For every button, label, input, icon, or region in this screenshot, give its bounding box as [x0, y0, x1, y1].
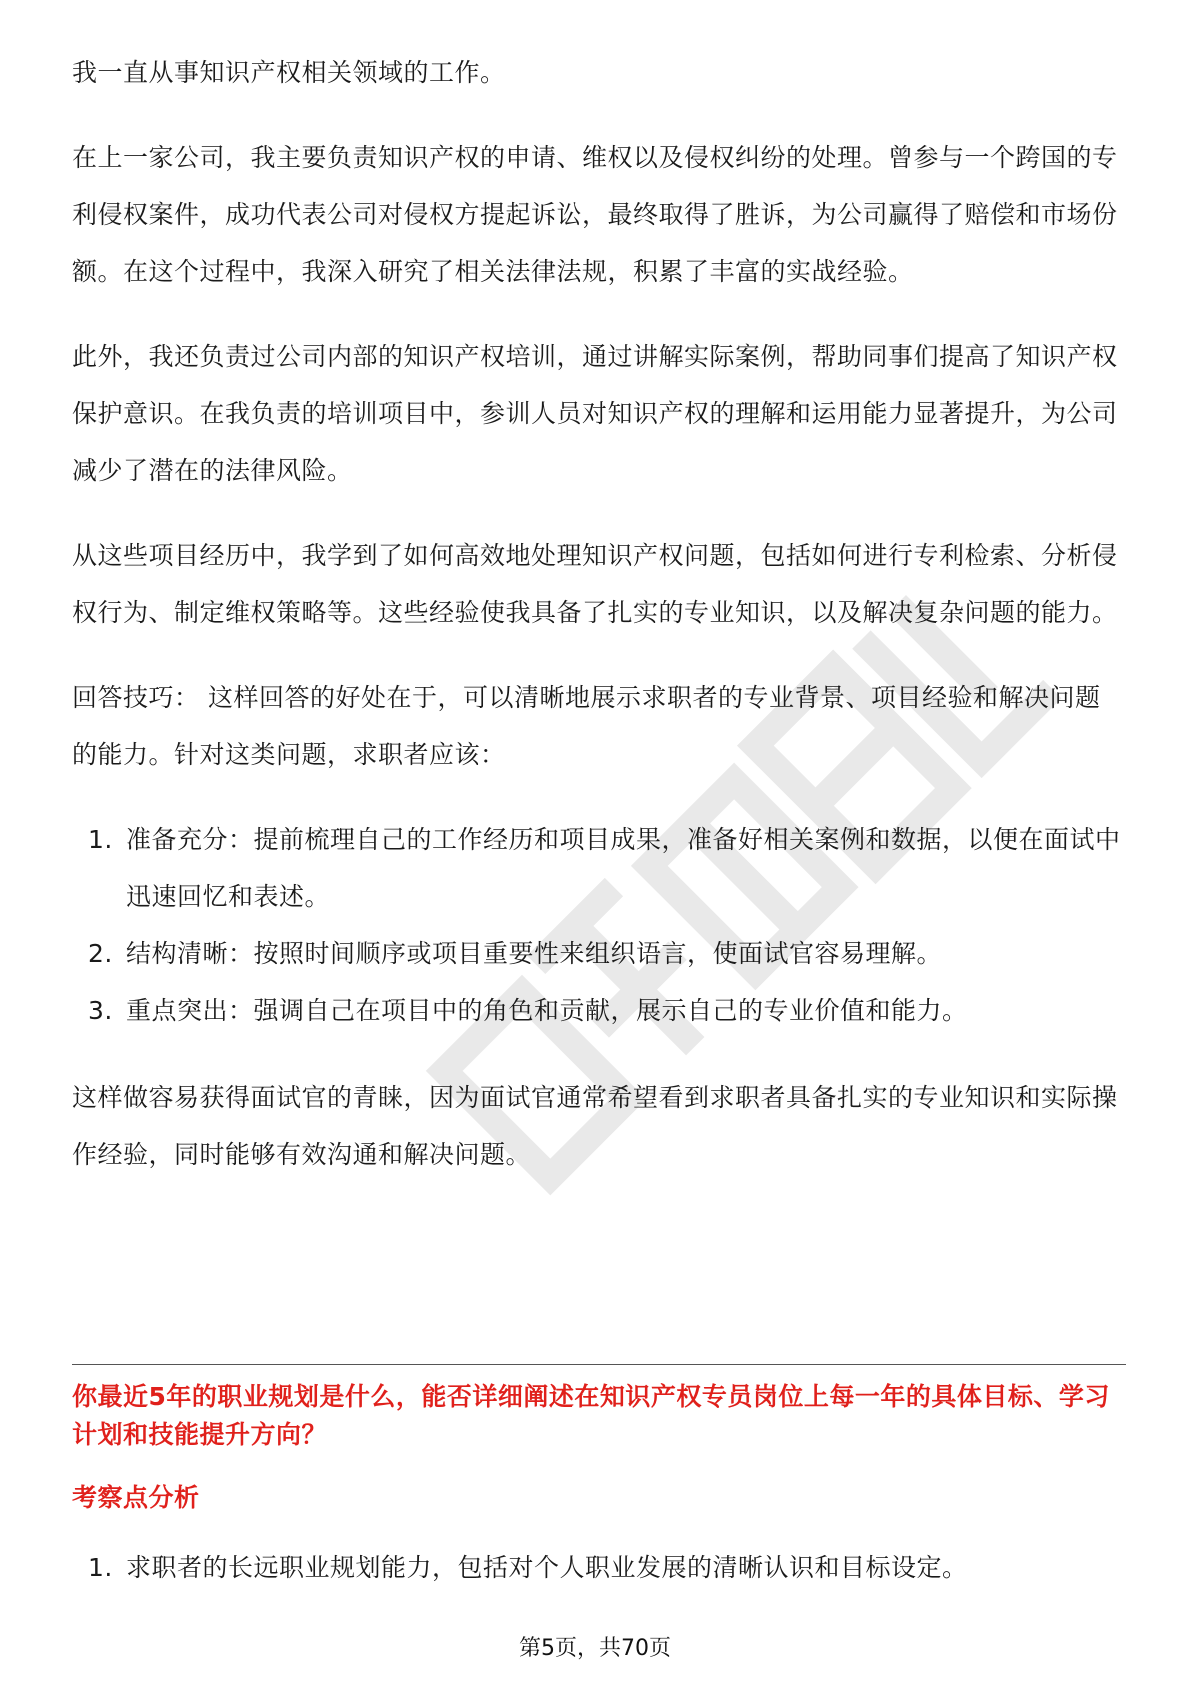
page-number: 第5页，共70页	[519, 1636, 671, 1661]
section-divider	[72, 1364, 1126, 1365]
list-number: 3.	[88, 996, 113, 1025]
list-item	[72, 925, 1122, 982]
list-number: 1.	[88, 1553, 113, 1582]
question-heading: 你最近5年的职业规划是什么，能否详细阐述在知识产权专员岗位上每一年的具体目标、学习计划和技能提升方向？	[72, 1382, 1110, 1449]
analysis-list	[72, 1548, 1122, 1588]
paragraph-intro: 我一直从事知识产权相关领域的工作。	[72, 58, 506, 87]
tips-list	[72, 811, 1122, 1039]
paragraph-answer-tips: 回答技巧： 这样回答的好处在于，可以清晰地展示求职者的专业背景、项目经验和解决问题的能力。针对这类问题，求职者应该：	[72, 683, 1101, 769]
paragraph-training: 此外，我还负责过公司内部的知识产权培训，通过讲解实际案例，帮助同事们提高了知识产权保护意识。在我负责的培训项目中，参训人员对知识产权的理解和运用能力显著提升，为公司减少了潜在的法律风险。	[72, 342, 1118, 485]
list-item	[72, 982, 1122, 1039]
list-item	[72, 811, 1122, 925]
list-text: 求职者的长远职业规划能力，包括对个人职业发展的清晰认识和目标设定。	[126, 1553, 968, 1582]
paragraph-lessons: 从这些项目经历中，我学到了如何高效地处理知识产权问题，包括如何进行专利检索、分析侵权行为、制定维权策略等。这些经验使我具备了扎实的专业知识，以及解决复杂问题的能力。	[72, 541, 1118, 627]
list-number: 2.	[88, 939, 113, 968]
list-text: 结构清晰：按照时间顺序或项目重要性来组织语言，使面试官容易理解。	[126, 939, 943, 968]
main-content	[72, 44, 1122, 1211]
list-text: 重点突出：强调自己在项目中的角色和贡献，展示自己的专业价值和能力。	[126, 996, 968, 1025]
list-text: 准备充分：提前梳理自己的工作经历和项目成果，准备好相关案例和数据，以便在面试中迅速回忆和表述。	[126, 825, 1121, 911]
paragraph-closing: 这样做容易获得面试官的青睐，因为面试官通常希望看到求职者具备扎实的专业知识和实际操作经验，同时能够有效沟通和解决问题。	[72, 1083, 1118, 1169]
list-number: 1.	[88, 825, 113, 854]
paragraph-previous-company: 在上一家公司，我主要负责知识产权的申请、维权以及侵权纠纷的处理。曾参与一个跨国的专利侵权案件，成功代表公司对侵权方提起诉讼，最终取得了胜诉，为公司赢得了赔偿和市场份额。在这个过程中，我深入研究了相关法律法规，积累了丰富的实战经验。	[72, 143, 1118, 286]
list-item	[72, 1548, 1122, 1588]
analysis-heading: 考察点分析	[72, 1483, 200, 1512]
